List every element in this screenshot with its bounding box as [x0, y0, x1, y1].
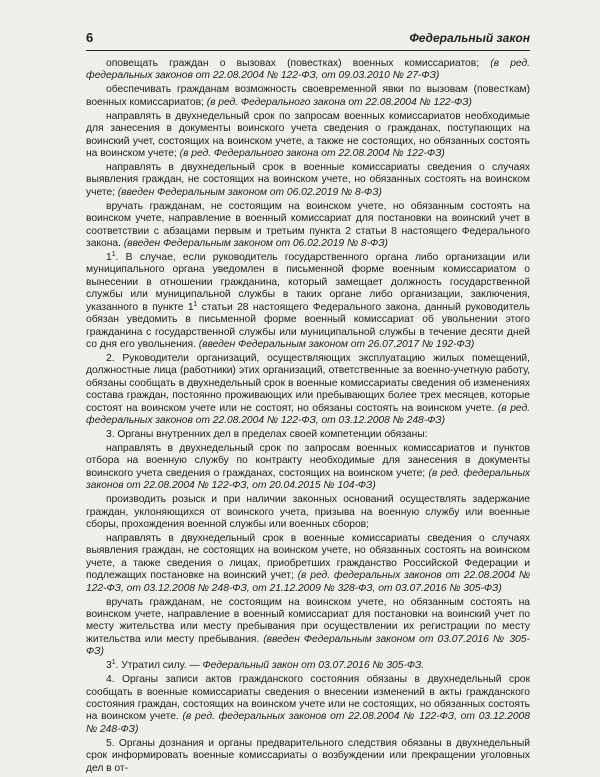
amendment-note: (в ред. федеральных законов от 22.08.2004 № 122-ФЗ, от 20.04.2015 № 104-ФЗ)	[86, 467, 531, 492]
amendment-note: (в ред. Федерального закона от 22.08.2004 № 122-ФЗ)	[179, 148, 445, 160]
paragraph-text: вручать гражданам, не состоящим на воинском учете, но обязанным состоять на воинском учете, направление в военный комиссариат для постановки на воинский учет в соответствии с абзацами первым и третьим пункта 2 статьи 8 настоящего Федерального закона.	[86, 200, 530, 250]
superscript: 1	[111, 251, 116, 259]
paragraph-number: 3	[106, 660, 112, 672]
amendment-note: Федеральный закон от 03.07.2016 № 305-ФЗ.	[202, 660, 425, 672]
paragraph	[86, 597, 530, 659]
paragraph-text: вручать гражданам, не состоящим на воинском учете, но обязанным состоять на воинском учете, направление в военный комиссариат для постановки на воинский учет по месту жительства или месту пребывания при осуществлении их регистрации по месту жительства или месту пребывания.	[86, 596, 530, 645]
paragraph-text: обеспечивать гражданам возможность своевременной явки по вызовам (повесткам) военных комиссариатов;	[86, 84, 530, 108]
amendment-note: (в ред. федеральных законов от 22.08.2004 № 122-ФЗ, от 09.03.2010 № 27-ФЗ)	[86, 58, 530, 82]
superscript: 1	[111, 659, 116, 667]
paragraph	[86, 738, 530, 775]
paragraph-text: 2. Руководители организаций, осуществляющих эксплуатацию жилых помещений, должностные лица (работники) этих организаций, ответственные за военно-учетную работу, обязаны сообщать в двухнедельный срок в военные комиссариаты сведения об изменениях состава граждан, постоянно проживающих или пребывающих более трех месяцев, которые состоят на воинском учете или не состоят, но обязаны состоять на воинском учете.	[86, 352, 530, 414]
paragraph	[86, 111, 530, 161]
paragraph-number: 1	[106, 252, 112, 264]
amendment-note: (введен Федеральным законом от 06.02.2019 № 8-ФЗ)	[117, 186, 382, 198]
paragraph	[86, 84, 530, 109]
paragraph	[86, 201, 530, 251]
amendment-note: (в ред. федеральных законов от 22.08.2004 № 122-ФЗ, от 03.12.2008 № 248-ФЗ)	[86, 711, 530, 735]
paragraph	[86, 674, 530, 736]
page-header	[86, 30, 530, 51]
paragraph-text: 4. Органы записи актов гражданского состояния обязаны в двухнедельный срок сообщать в военные комиссариаты сведения о внесении изменений в акты гражданского состояния граждан, состоящих на воинском учете или не состоящих, но обязанных состоять на воинском учете.	[86, 674, 530, 723]
paragraph	[86, 162, 530, 199]
paragraph-text: . Утратил силу. —	[115, 660, 200, 672]
paragraph-text: направлять в двухнедельный срок по запросам военных комиссариатов необходимые для занесения в документы воинского учета сведения о гражданах, поступающих на воинский учет, состоящих на воинском учете, а также не состоящих, но обязанных состоять на воинском учете;	[86, 110, 530, 160]
running-title: Федеральный закон	[409, 31, 530, 45]
paragraph	[86, 58, 530, 83]
paragraph	[86, 353, 530, 427]
paragraph-text: 3. Органы внутренних дел в пределах своей компетенции обязаны:	[106, 428, 428, 440]
paragraph	[86, 494, 530, 531]
paragraph-text: направлять в двухнедельный срок в военные комиссариаты сведения о случаях выявления граждан, не состоящих на воинском учете, но обязанных состоять на воинском учете;	[86, 162, 530, 198]
amendment-note: (введен Федеральным законом от 26.07.2017 № 192-ФЗ)	[198, 338, 475, 350]
paragraph	[86, 429, 530, 441]
superscript: 1	[193, 300, 198, 308]
paragraph-text: производить розыск и при наличии законных оснований осуществлять задержание граждан, уклоняющихся от воинского учета, призыва на военную службу или военные сборы, прохождения военной службы или военных сборов;	[86, 494, 530, 530]
paragraph	[86, 660, 530, 672]
amendment-note: (введен Федеральным законом от 03.07.2016 № 305-ФЗ)	[86, 633, 530, 658]
paragraph	[86, 252, 530, 351]
document-body	[86, 58, 530, 777]
amendment-note: (в ред. федеральных законов от 22.08.2004 № 122-ФЗ, от 03.12.2008 № 248-ФЗ)	[86, 402, 531, 426]
page-number: 6	[86, 30, 94, 45]
paragraph-text: направлять в двухнедельный срок по запросам военных комиссариатов и пунктов отбора на военную службу по контракту необходимые для занесения в документы воинского учета сведения о гражданах, состоящих на воинском учете;	[86, 442, 530, 479]
paragraph	[86, 533, 530, 595]
paragraph-text: . В случае, если руководитель государственного органа либо организации или муниципального органа уведомлен в письменной форме военным комиссариатом о вынесении в отношении гражданина, который замещает должность государственной службы или муниципальной службы в таких органе либо организации, заключения, указанного в пункте 1	[86, 252, 530, 313]
paragraph-text: 5. Органы дознания и органы предварительного следствия обязаны в двухнедельный срок информировать военные комиссариаты о возбуждении или прекращении уголовных дел в от-	[86, 737, 530, 774]
amendment-note: (введен Федеральным законом от 06.02.2019 № 8-ФЗ)	[123, 238, 388, 250]
paragraph-text: статьи 28 настоящего Федерального закона, данный руководитель обязан уведомить в письменной форме военный комиссариат об увольнении этого гражданина с государственной службы или муниципальной службы в течение десяти дней со дня его увольнения.	[86, 301, 530, 350]
paragraph-text: оповещать граждан о вызовах (повестках) военных комиссариатов;	[106, 58, 480, 69]
paragraph-text: направлять в двухнедельный срок в военные комиссариаты сведения о случаях выявления граждан, не состоящих на воинском учете, но обязанных состоять на воинском учете, а также сведения о лицах, приобретших гражданство Российской Федерации и подлежащих постановке на воинский учет;	[86, 532, 530, 582]
amendment-note: (в ред. Федерального закона от 22.08.2004 № 122-ФЗ)	[206, 96, 472, 108]
paragraph	[86, 443, 530, 493]
amendment-note: (в ред. федеральных законов от 22.08.2004 № 122-ФЗ, от 03.12.2008 № 248-ФЗ, от 21.12.2009 № 328-ФЗ, от 03.07.2016 № 305-ФЗ)	[86, 570, 530, 594]
